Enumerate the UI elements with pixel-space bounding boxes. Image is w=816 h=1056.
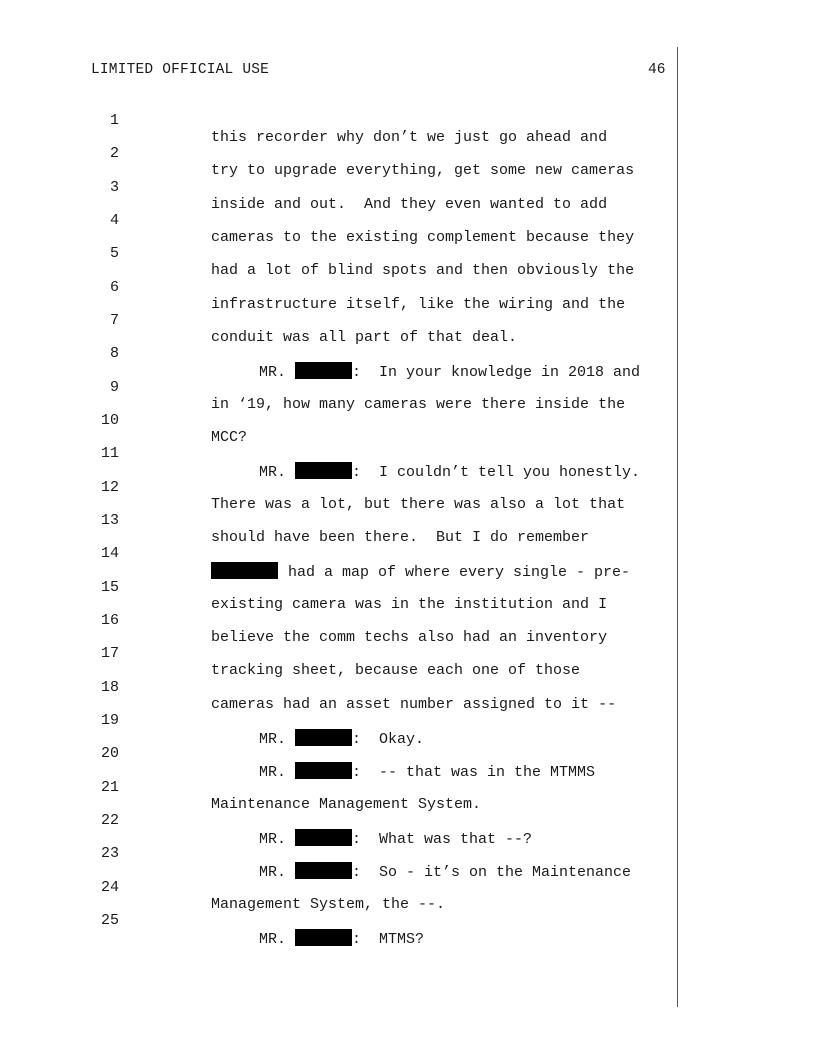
- line-number: 13: [100, 512, 119, 529]
- line-text: had a lot of blind spots and then obviously the: [211, 262, 635, 279]
- line-text: MCC?: [211, 429, 248, 446]
- line-text: this recorder why don’t we just go ahead and: [211, 129, 608, 146]
- line-text: : Okay.: [352, 731, 425, 748]
- line-text: There was a lot, but there was also a lot that: [211, 496, 626, 513]
- speaker-title: MR.: [259, 931, 287, 948]
- redaction-block: [295, 729, 352, 746]
- redaction-block: [295, 862, 352, 879]
- redaction-block: [295, 462, 352, 479]
- speaker-title: MR.: [259, 364, 287, 381]
- margin-rule: [677, 47, 678, 1007]
- line-number: 22: [100, 812, 119, 829]
- redaction-block: [211, 562, 278, 579]
- line-number: 15: [100, 579, 119, 596]
- speaker-title: MR.: [259, 864, 287, 881]
- redaction-block: [295, 929, 352, 946]
- speaker-title: MR.: [259, 831, 287, 848]
- line-number: 16: [100, 612, 119, 629]
- line-text: should have been there. But I do remember: [211, 529, 590, 546]
- line-number: 18: [100, 679, 119, 696]
- line-text: inside and out. And they even wanted to add: [211, 196, 608, 213]
- line-number: 4: [109, 212, 119, 229]
- line-number: 25: [100, 912, 119, 929]
- line-number: 24: [100, 879, 119, 896]
- speaker-title: MR.: [259, 731, 287, 748]
- line-number: 12: [100, 479, 119, 496]
- line-text: existing camera was in the institution and I: [211, 596, 608, 613]
- header-classification: LIMITED OFFICIAL USE: [91, 62, 270, 78]
- line-number: 23: [100, 845, 119, 862]
- line-number: 10: [100, 412, 119, 429]
- line-text: : So - it’s on the Maintenance: [352, 864, 632, 881]
- line-number: 21: [100, 779, 119, 796]
- line-number: 17: [100, 645, 119, 662]
- transcript-line: [0, 395, 248, 446]
- line-text: Management System, the --.: [211, 896, 446, 913]
- redaction-block: [295, 762, 352, 779]
- speaker-title: MR.: [259, 764, 287, 781]
- line-text: try to upgrade everything, get some new cameras: [211, 162, 635, 179]
- line-text: in ‘19, how many cameras were there inside the: [211, 396, 626, 413]
- line-number: 20: [100, 745, 119, 762]
- line-text: : MTMS?: [352, 931, 425, 948]
- line-number: 1: [109, 112, 119, 129]
- redaction-block: [295, 829, 352, 846]
- line-text: : -- that was in the MTMMS: [352, 764, 596, 781]
- line-number: 19: [100, 712, 119, 729]
- line-number: 14: [100, 545, 119, 562]
- line-number: 5: [109, 245, 119, 262]
- line-number: 6: [109, 279, 119, 296]
- line-text: believe the comm techs also had an inventory: [211, 629, 608, 646]
- line-number: 9: [109, 379, 119, 396]
- line-number: 3: [109, 179, 119, 196]
- line-number: 8: [109, 345, 119, 362]
- line-text: conduit was all part of that deal.: [211, 329, 518, 346]
- line-text: cameras had an asset number assigned to it --: [211, 696, 617, 713]
- line-text: : In your knowledge in 2018 and: [352, 364, 641, 381]
- line-text: Maintenance Management System.: [211, 796, 482, 813]
- line-number: 7: [109, 312, 119, 329]
- line-number: 2: [109, 145, 119, 162]
- redaction-block: [295, 362, 352, 379]
- line-text: tracking sheet, because each one of those: [211, 662, 581, 679]
- line-text: : I couldn’t tell you honestly.: [352, 464, 641, 481]
- line-text: infrastructure itself, like the wiring and the: [211, 296, 626, 313]
- speaker-title: MR.: [259, 464, 287, 481]
- line-number: 11: [100, 445, 119, 462]
- line-text: cameras to the existing complement because they: [211, 229, 635, 246]
- line-text: : What was that --?: [352, 831, 533, 848]
- transcript-line: [0, 95, 608, 146]
- page-number: 46: [648, 62, 666, 78]
- line-text: had a map of where every single - pre-: [288, 564, 631, 581]
